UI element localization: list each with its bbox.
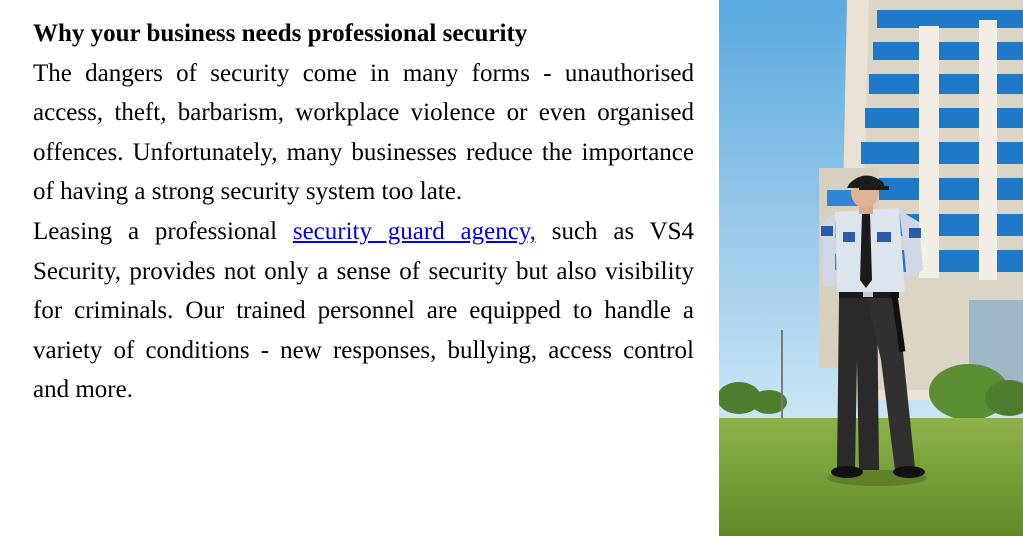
security-guard-photo <box>719 0 1023 536</box>
article-heading: Why your business needs professional security <box>33 20 528 47</box>
article-paragraph-1: The dangers of security come in many forms - unauthorised access, theft, barbarism, workplace violence or even organised offences. Unfortunately, many businesses reduce the importance of having a strong security system too late. <box>33 59 694 206</box>
article-paragraph-2 <box>33 212 694 410</box>
article <box>33 14 694 410</box>
security-guard-illustration <box>719 0 1023 536</box>
paragraph-2-lead: Leasing a professional <box>33 217 293 245</box>
paragraph-2-tail: such as VS4 Security, provides not only a sense of security but also visibility for criminals. Our trained personnel are equipped to handle a variety of conditions - new responses, bullying, access control and more. <box>33 217 694 404</box>
security-guard-agency-link[interactable]: security guard agency, <box>292 217 536 245</box>
